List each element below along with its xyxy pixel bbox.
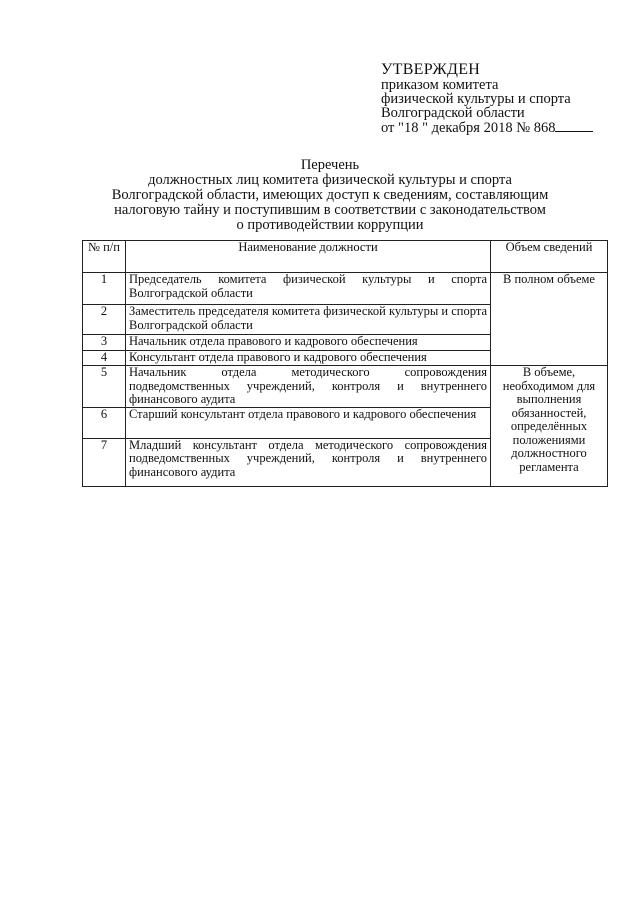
row-position: Начальник отдела методического сопровождения подведомственных учреждений, контроля и внутреннего финансового аудита — [126, 366, 491, 408]
title-line-1: Перечень — [300, 157, 360, 173]
row-position: Младший консультант отдела методического сопровождения подведомственных учреждений, контроля и внутреннего финансового аудита — [126, 438, 491, 486]
approval-date-number: от "18 " декабря 2018 № 868 — [381, 120, 556, 136]
row-position: Председатель комитета физической культуры и спорта Волгоградской области — [126, 273, 491, 305]
header-position: Наименование должности — [126, 241, 491, 273]
title-line-5: о противодействии коррупции — [236, 217, 424, 233]
title-line-4: налоговую тайну и поступившим в соответствии с законодательством — [114, 202, 546, 218]
row-num: 6 — [83, 407, 126, 438]
positions-table — [82, 240, 608, 487]
row-num: 3 — [83, 335, 126, 351]
row-num: 1 — [83, 273, 126, 305]
approval-line-3: Волгоградской области — [381, 105, 525, 121]
row-position: Старший консультант отдела правового и кадрового обеспечения — [126, 407, 491, 438]
row-num: 4 — [83, 351, 126, 366]
approval-line-4 — [381, 120, 621, 135]
row-num: 5 — [83, 366, 126, 408]
approval-line-1: приказом комитета — [381, 77, 499, 93]
approval-stamp — [381, 61, 621, 135]
document-title — [90, 158, 570, 233]
row-position: Заместитель председателя комитета физической культуры и спорта Волгоградской области — [126, 305, 491, 335]
header-num: № п/п — [83, 241, 126, 273]
row-num: 7 — [83, 438, 126, 486]
title-line-3: Волгоградской области, имеющих доступ к сведениям, составляющим — [111, 187, 549, 203]
table-row — [83, 366, 608, 408]
header-volume: Объем сведений — [491, 241, 608, 273]
volume-full: В полном объеме — [491, 273, 608, 366]
row-num: 2 — [83, 305, 126, 335]
row-position: Консультант отдела правового и кадрового обеспечения — [126, 351, 491, 366]
approval-heading: УТВЕРЖДЕН — [381, 61, 481, 78]
approval-line-2: физической культуры и спорта — [381, 91, 571, 107]
approval-blank-underline — [555, 120, 593, 132]
table-header-row — [83, 241, 608, 273]
title-line-2: должностных лиц комитета физической культуры и спорта — [148, 172, 512, 188]
volume-partial: В объеме, необходимом для выполнения обязанностей, определённых положениями должностного регламента — [491, 366, 608, 487]
table-row — [83, 273, 608, 305]
row-position: Начальник отдела правового и кадрового обеспечения — [126, 335, 491, 351]
